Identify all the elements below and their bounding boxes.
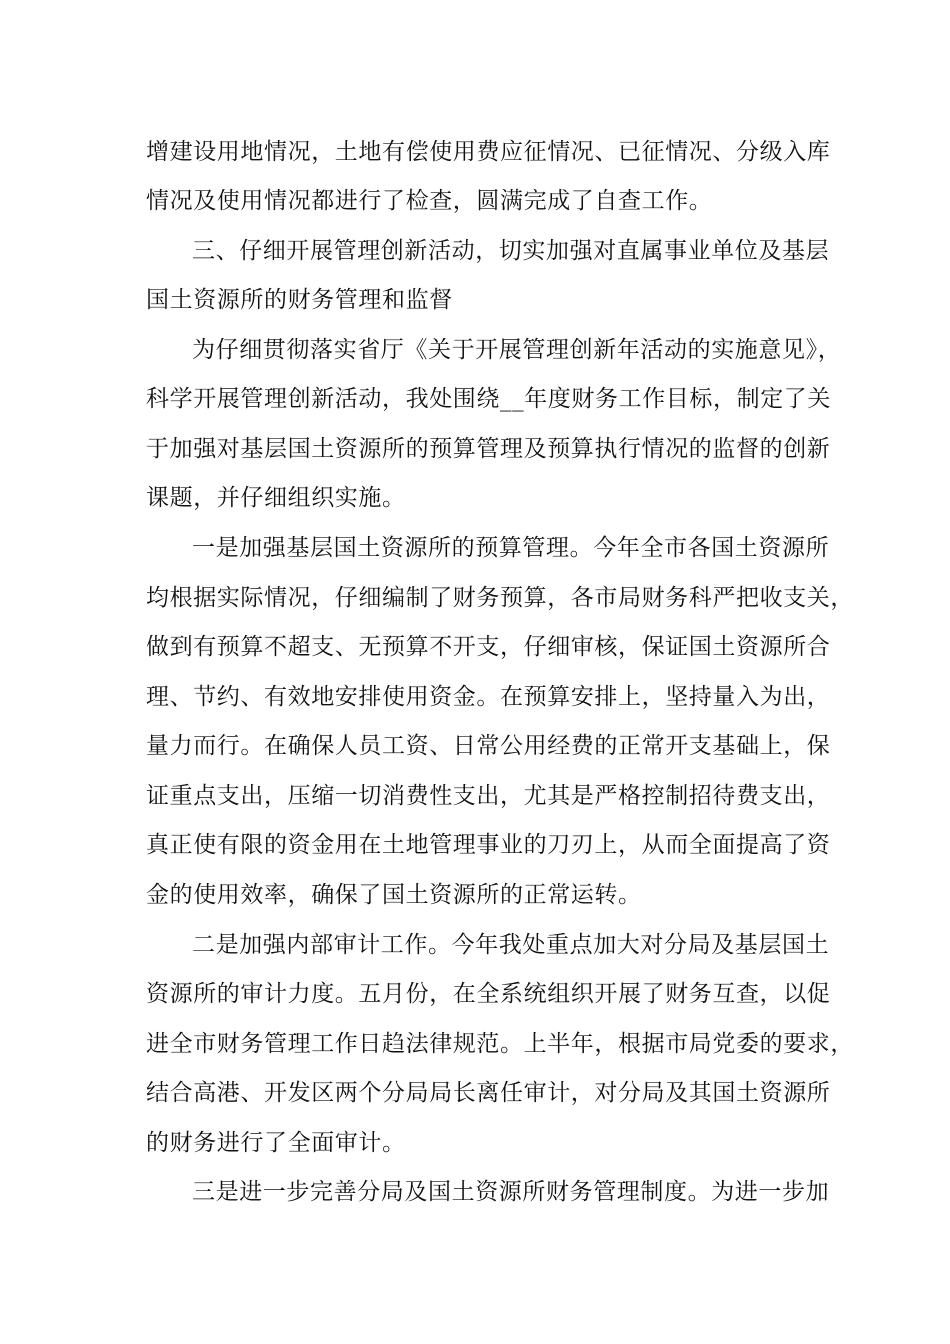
text-line: 于加强对基层国土资源所的预算管理及预算执行情况的监督的创新 bbox=[146, 436, 831, 462]
text-line: 为仔细贯彻落实省厅《关于开展管理创新年活动的实施意见》， bbox=[192, 337, 842, 363]
text-line: 理、节约、有效地安排使用资金。在预算安排上，坚持量入为出， bbox=[146, 684, 831, 710]
text-line: 均根据实际情况，仔细编制了财务预算，各市局财务科严把收支关， bbox=[146, 585, 854, 611]
text-line: 三是进一步完善分局及国土资源所财务管理制度。为进一步加 bbox=[192, 1179, 830, 1205]
text-line: 科学开展管理创新活动，我处围绕__年度财务工作目标，制定了关 bbox=[146, 386, 831, 412]
text-line: 量力而行。在确保人员工资、日常公用经费的正常开支基础上，保 bbox=[146, 733, 831, 759]
text-line: 资源所的审计力度。五月份，在全系统组织开展了财务互查，以促 bbox=[146, 981, 831, 1007]
section-heading: 三、仔细开展管理创新活动，切实加强对直属事业单位及基层 bbox=[192, 238, 830, 264]
text-line: 结合高港、开发区两个分局局长离任审计，对分局及其国土资源所 bbox=[146, 1080, 831, 1106]
text-line: 的财务进行了全面审计。 bbox=[146, 1130, 406, 1156]
text-line: 一是加强基层国土资源所的预算管理。今年全市各国土资源所 bbox=[192, 535, 830, 561]
section-heading-continuation: 国土资源所的财务管理和监督 bbox=[146, 287, 453, 313]
text-line: 金的使用效率，确保了国土资源所的正常运转。 bbox=[146, 882, 642, 908]
text-line: 证重点支出，压缩一切消费性支出，尤其是严格控制招待费支出， bbox=[146, 783, 831, 809]
text-line: 二是加强内部审计工作。今年我处重点加大对分局及基层国土 bbox=[192, 932, 830, 958]
text-line: 课题，并仔细组织实施。 bbox=[146, 485, 406, 511]
text-line: 进全市财务管理工作日趋法律规范。上半年，根据市局党委的要求， bbox=[146, 1031, 854, 1057]
text-line: 真正使有限的资金用在土地管理事业的刀刃上，从而全面提高了资 bbox=[146, 832, 831, 858]
text-line: 增建设用地情况，土地有偿使用费应征情况、已征情况、分级入库 bbox=[146, 139, 831, 165]
text-line: 做到有预算不超支、无预算不开支，仔细审核，保证国土资源所合 bbox=[146, 634, 831, 660]
text-line: 情况及使用情况都进行了检查，圆满完成了自查工作。 bbox=[146, 188, 713, 214]
